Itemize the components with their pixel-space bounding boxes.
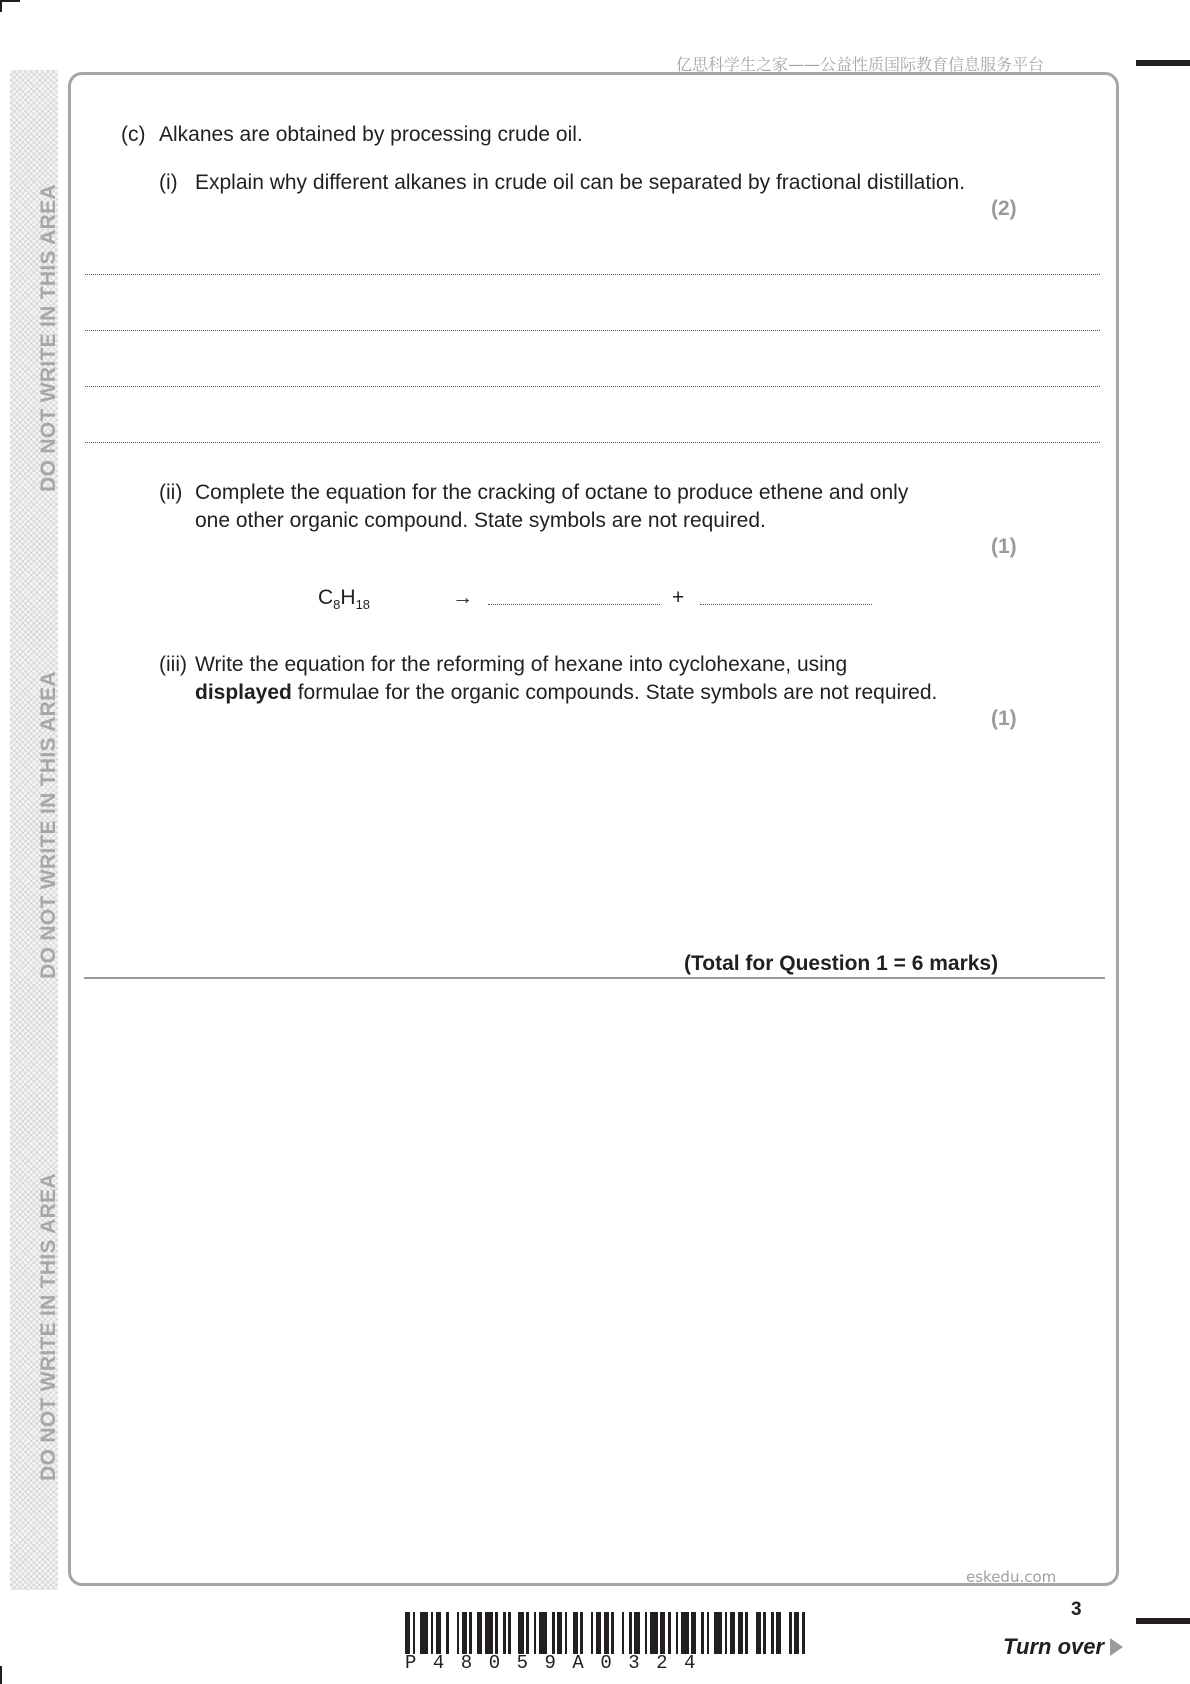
crop-mark-top-left-h <box>0 0 20 2</box>
margin-label-2: DO NOT WRITE IN THIS AREA <box>37 671 60 979</box>
part-i-label: (i) <box>159 171 178 194</box>
part-ii-line2: one other organic compound. State symbols are not required. <box>195 509 766 532</box>
barcode-bar <box>714 1612 722 1654</box>
answer-line-3[interactable] <box>85 386 1100 387</box>
part-ii-label: (ii) <box>159 481 183 504</box>
part-ii-line1: Complete the equation for the cracking of octane to produce ethene and only <box>195 481 909 504</box>
part-i-text: Explain why different alkanes in crude oil can be separated by fractional distillation. <box>195 171 966 194</box>
part-ii-marks: (1) <box>991 535 1017 558</box>
part-iii-marks: (1) <box>991 707 1017 730</box>
equation-plus: + <box>672 586 685 609</box>
margin-label-3: DO NOT WRITE IN THIS AREA <box>37 1173 60 1481</box>
equation-blank-1[interactable] <box>488 604 660 605</box>
barcode-digits: P48059A0324 <box>405 1652 712 1674</box>
barcode-bar <box>805 1612 810 1654</box>
answer-line-4[interactable] <box>85 442 1100 443</box>
question-total: (Total for Question 1 = 6 marks) <box>684 952 999 975</box>
part-iii-answer-space[interactable] <box>200 740 1080 940</box>
turn-over-label: Turn over <box>1003 1634 1105 1659</box>
equation-h: H <box>340 586 356 609</box>
total-rule <box>84 977 1105 979</box>
equation-reactant <box>318 584 370 619</box>
part-iii-label: (iii) <box>159 653 187 676</box>
equation-c: C <box>318 586 334 609</box>
turn-over-arrow-icon <box>1110 1638 1123 1656</box>
part-iii-line1: Write the equation for the reforming of hexane into cyclohexane, using <box>195 653 848 676</box>
equation-arrow: → <box>452 586 473 609</box>
equation-sub8: 8 <box>333 597 341 613</box>
barcode-bar <box>748 1612 756 1654</box>
margin-label-1: DO NOT WRITE IN THIS AREA <box>37 184 60 492</box>
answer-line-1[interactable] <box>85 274 1100 275</box>
barcode-bar <box>485 1612 493 1654</box>
barcode-bar <box>650 1612 658 1654</box>
part-iii-line2 <box>195 679 937 707</box>
page-number: 3 <box>1071 1599 1082 1620</box>
part-i-marks: (2) <box>991 197 1017 220</box>
barcode <box>405 1612 810 1654</box>
edge-mark-bottom-right <box>1136 1618 1190 1624</box>
barcode-bar <box>614 1612 622 1654</box>
barcode-bar <box>583 1612 591 1654</box>
question-c-text: Alkanes are obtained by processing crude oil. <box>159 123 583 146</box>
barcode-bar <box>781 1612 789 1654</box>
answer-line-2[interactable] <box>85 330 1100 331</box>
barcode-bar <box>511 1612 519 1654</box>
barcode-bar <box>681 1612 689 1654</box>
question-c-label: (c) <box>121 123 146 146</box>
header-watermark: 亿思科学生之家——公益性质国际教育信息服务平台 <box>676 55 1045 74</box>
part-iii-line2-rest: formulae for the organic compounds. State symbols are not required. <box>291 681 938 704</box>
edge-mark-top-right <box>1136 60 1190 66</box>
barcode-bar <box>449 1612 457 1654</box>
barcode-bar <box>420 1612 428 1654</box>
part-iii-bold-word: displayed <box>195 681 292 704</box>
equation-blank-2[interactable] <box>700 604 872 605</box>
crop-mark-bottom-left <box>0 1666 2 1684</box>
barcode-bar <box>539 1612 547 1654</box>
footer-watermark: eskedu.com <box>966 1568 1057 1586</box>
equation-sub18: 18 <box>355 597 371 613</box>
